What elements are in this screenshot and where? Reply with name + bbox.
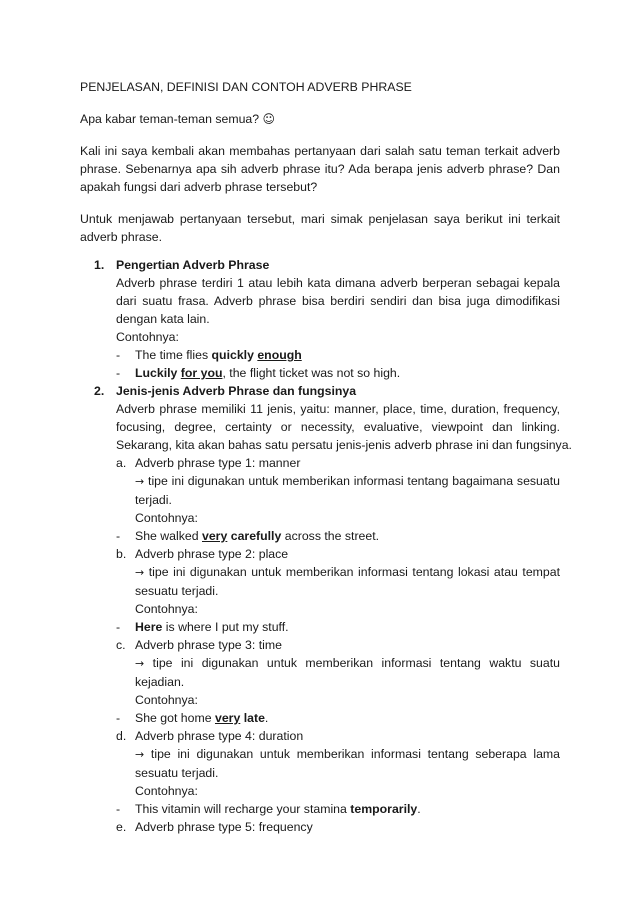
- spacer: [80, 196, 560, 210]
- dash-marker: -: [116, 366, 121, 380]
- dash-marker: -: [116, 348, 121, 362]
- dash-marker: -: [116, 620, 121, 634]
- type-e-label: [80, 818, 560, 836]
- section-1-line: dengan kata lain.: [116, 312, 210, 326]
- list-letter: a.: [116, 456, 127, 470]
- type-c-desc: [80, 654, 560, 673]
- section-1: [80, 256, 560, 382]
- greeting-text: Apa kabar teman-teman semua?: [80, 112, 260, 126]
- type-desc: tipe ini digunakan untuk memberikan informasi tentang waktu suatu: [144, 656, 560, 670]
- arrow-right-icon: →: [135, 748, 145, 761]
- greeting: [80, 110, 560, 128]
- contohnya-label: Contohnya:: [135, 693, 198, 707]
- list-letter: c.: [116, 638, 126, 652]
- type-label: Adverb phrase type 5: frequency: [135, 820, 313, 834]
- type-desc: tipe ini digunakan untuk memberikan informasi tentang bagaimana sesuatu: [144, 474, 560, 488]
- type-label: Adverb phrase type 1: manner: [135, 456, 301, 470]
- example-bold-underline: very: [214, 711, 241, 725]
- section-2-title: Jenis-jenis Adverb Phrase dan fungsinya: [116, 384, 357, 398]
- example-text: She got home: [135, 711, 215, 725]
- example-bold: Luckily: [135, 366, 178, 380]
- example-bold: temporarily: [350, 802, 418, 816]
- arrow-right-icon: →: [135, 566, 145, 579]
- type-c-desc-cont: kejadian.: [135, 675, 185, 689]
- type-label: Adverb phrase type 2: place: [135, 547, 289, 561]
- section-2-line: Adverb phrase memiliki 11 jenis, yaitu: manner, place, time, duration, frequency,: [116, 402, 560, 416]
- contohnya-label: Contohnya:: [116, 330, 179, 344]
- contohnya-label: Contohnya:: [135, 784, 198, 798]
- arrow-right-icon: →: [135, 475, 145, 488]
- type-label: Adverb phrase type 4: duration: [135, 729, 304, 743]
- smiley-icon: ☺: [262, 112, 276, 126]
- example-item: [80, 618, 560, 636]
- example-text: This vitamin will recharge your stamina: [135, 802, 351, 816]
- section-2-line: focusing, degree, certainty or necessity, evaluative, viewpoint dan linking.: [116, 420, 560, 434]
- section-2-heading: [80, 382, 560, 400]
- example-text: across the street.: [281, 529, 380, 543]
- dash-marker: -: [116, 529, 121, 543]
- example-bold: Here: [135, 620, 163, 634]
- example-bold-underline: for you: [180, 366, 223, 380]
- example-bold-underline: enough: [257, 348, 302, 362]
- example-bold: carefully: [230, 529, 282, 543]
- section-1-heading: [80, 256, 560, 274]
- example-text: .: [417, 802, 421, 816]
- section-2: [80, 382, 572, 836]
- example-item: [80, 527, 560, 545]
- contohnya-label: Contohnya:: [135, 511, 198, 525]
- example-bold-underline: very: [202, 529, 228, 543]
- intro-paragraph: [80, 142, 560, 196]
- section-number: 2.: [94, 384, 105, 398]
- type-label: Adverb phrase type 3: time: [135, 638, 282, 652]
- example-item: [80, 709, 560, 727]
- example-bold: late: [243, 711, 265, 725]
- example-text: .: [264, 711, 269, 725]
- type-a-desc: [80, 472, 560, 491]
- example-bold: quickly: [211, 348, 254, 362]
- spacer: [80, 128, 560, 142]
- type-c-label: [80, 636, 560, 654]
- type-d-desc: [80, 745, 560, 764]
- type-a-label: [80, 454, 560, 472]
- intro2-paragraph: [80, 210, 560, 246]
- dash-marker: -: [116, 711, 121, 725]
- intro-line: apakah fungsi dari adverb phrase tersebut?: [80, 180, 318, 194]
- example-item: [80, 346, 560, 364]
- list-letter: e.: [116, 820, 127, 834]
- type-b-desc-cont: sesuatu terjadi.: [135, 584, 219, 598]
- type-d-label: [80, 727, 560, 745]
- section-2-line: Sekarang, kita akan bahas satu persatu jenis-jenis adverb phrase ini dan fungsinya.: [116, 438, 572, 452]
- spacer: [80, 96, 560, 110]
- type-desc: tipe ini digunakan untuk memberikan informasi tentang lokasi atau tempat: [144, 565, 560, 579]
- example-text: , the flight ticket was not so high.: [222, 366, 401, 380]
- example-text: is where I put my stuff.: [162, 620, 289, 634]
- type-desc: tipe ini digunakan untuk memberikan informasi tentang seberapa lama: [144, 747, 560, 761]
- section-1-line: dari suatu frasa. Adverb phrase bisa berdiri sendiri dan bisa juga dimodifikasi: [116, 294, 560, 308]
- type-a-desc-cont: terjadi.: [135, 493, 172, 507]
- spacer: [80, 246, 560, 256]
- type-d-desc-cont: sesuatu terjadi.: [135, 766, 219, 780]
- intro2-line: Untuk menjawab pertanyaan tersebut, mari simak penjelasan saya berikut ini terkait: [80, 212, 560, 226]
- contohnya-label: Contohnya:: [135, 602, 198, 616]
- dash-marker: -: [116, 802, 121, 816]
- type-b-label: [80, 545, 560, 563]
- list-letter: b.: [116, 547, 127, 561]
- example-item: [80, 800, 560, 818]
- intro-line: Kali ini saya kembali akan membahas pertanyaan dari salah satu teman terkait adverb: [80, 144, 560, 158]
- section-1-line: Adverb phrase terdiri 1 atau lebih kata dimana adverb berperan sebagai kepala: [116, 276, 560, 290]
- section-number: 1.: [94, 258, 105, 272]
- type-b-desc: [80, 563, 560, 582]
- example-text: She walked: [135, 529, 202, 543]
- section-1-title: Pengertian Adverb Phrase: [116, 258, 270, 272]
- arrow-right-icon: →: [135, 657, 145, 670]
- intro2-line: adverb phrase.: [80, 230, 163, 244]
- intro-line: phrase. Sebenarnya apa sih adverb phrase itu? Ada berapa jenis adverb phrase? Dan: [80, 162, 560, 176]
- example-text: The time flies: [135, 348, 212, 362]
- list-letter: d.: [116, 729, 127, 743]
- example-item: [80, 364, 560, 382]
- document-title: PENJELASAN, DEFINISI DAN CONTOH ADVERB PHRASE: [80, 80, 412, 94]
